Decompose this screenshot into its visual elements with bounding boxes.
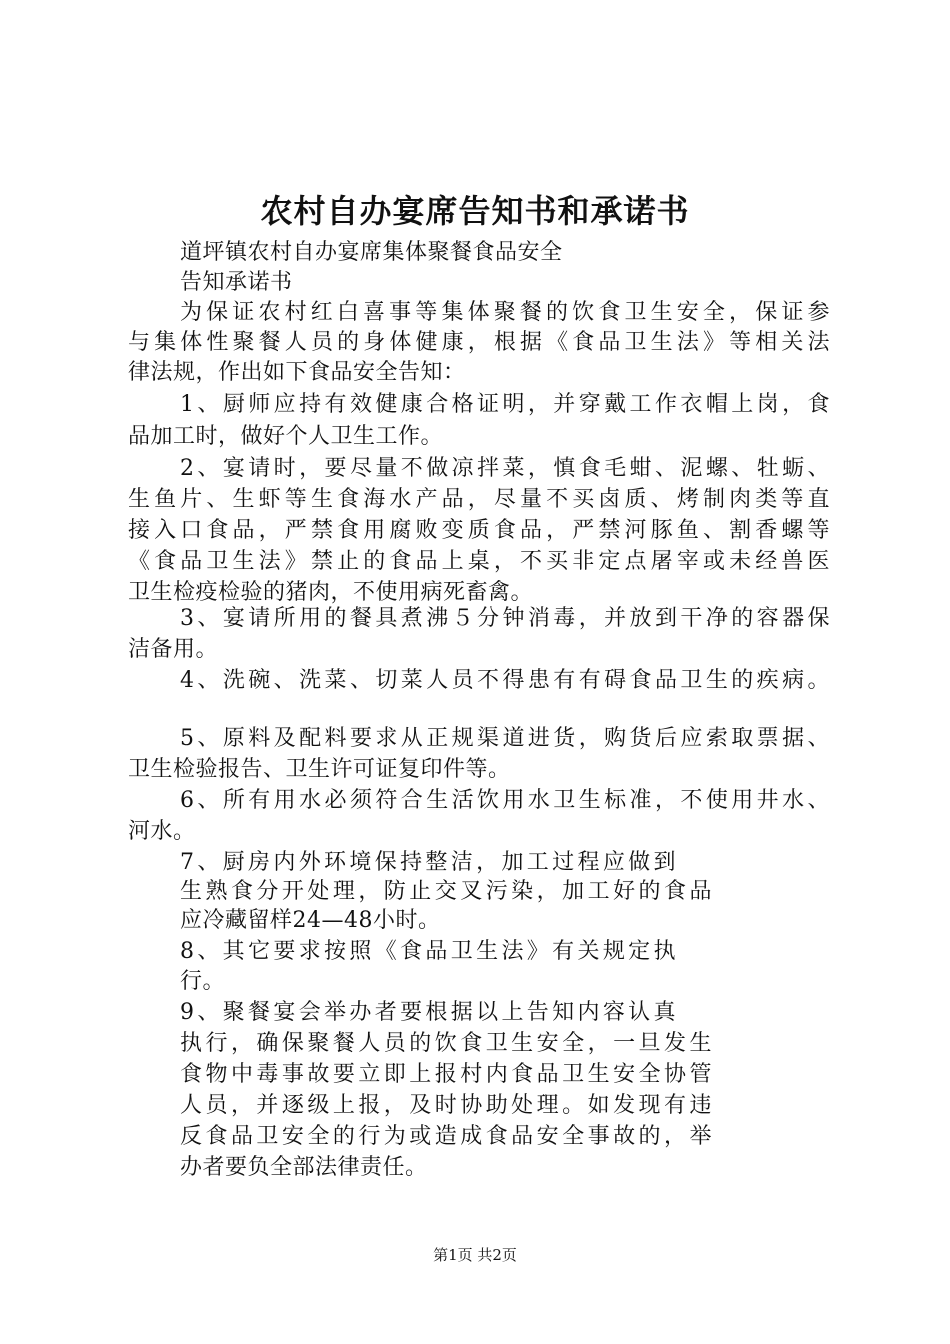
body-line: 1、厨师应持有效健康合格证明，并穿戴工作衣帽上岗，食 (180, 392, 830, 417)
body-line: 《食品卫生法》禁止的食品上桌，不买非定点屠宰或未经兽医 (128, 549, 830, 574)
body-line: 2、宴请时，要尽量不做凉拌菜，慎食毛蚶、泥螺、牡蛎、 (180, 456, 830, 481)
body-line: 为保证农村红白喜事等集体聚餐的饮食卫生安全，保证参 (180, 300, 830, 325)
body-line: 3、宴请所用的餐具煮沸５分钟消毒，并放到干净的容器保 (180, 606, 830, 631)
body-line: 8、其它要求按照《食品卫生法》有关规定执 (180, 939, 676, 964)
subtitle-line: 告知承诺书 (180, 270, 293, 295)
body-line: 6、所有用水必须符合生活饮用水卫生标准，不使用井水、 (180, 788, 830, 813)
body-line: 生鱼片、生虾等生食海水产品，尽量不买卤质、烤制肉类等直 (128, 487, 830, 512)
body-line: 食物中毒事故要立即上报村内食品卫生安全协管 (180, 1062, 712, 1087)
page-footer: 第1页 共2页 (433, 1246, 517, 1264)
body-line: 生熟食分开处理，防止交叉污染，加工好的食品 (180, 879, 712, 904)
body-line: 品加工时，做好个人卫生工作。 (128, 424, 444, 449)
body-line: 9、聚餐宴会举办者要根据以上告知内容认真 (180, 1000, 676, 1025)
subtitle-line: 道坪镇农村自办宴席集体聚餐食品安全 (180, 240, 563, 265)
body-line: 人员，并逐级上报，及时协助处理。如发现有违 (180, 1093, 712, 1118)
body-line: 律法规，作出如下食品安全告知： (128, 360, 466, 385)
body-line: 5、原料及配料要求从正规渠道进货，购货后应索取票据、 (180, 726, 830, 751)
body-line: 与集体性聚餐人员的身体健康，根据《食品卫生法》等相关法 (128, 330, 830, 355)
body-line: 行。 (180, 969, 226, 994)
body-line: 接入口食品，严禁食用腐败变质食品，严禁河豚鱼、割香螺等 (128, 518, 830, 543)
body-line: 执行，确保聚餐人员的饮食卫生安全，一旦发生 (180, 1031, 712, 1056)
body-line: 4、洗碗、洗菜、切菜人员不得患有有碍食品卫生的疾病。 (180, 668, 830, 693)
document-title: 农村自办宴席告知书和承诺书 (260, 192, 690, 230)
body-line: 反食品卫安全的行为或造成食品安全事故的，举 (180, 1124, 712, 1149)
body-line: 洁备用。 (128, 637, 219, 662)
body-line: 河水。 (128, 819, 196, 844)
body-line: 应冷藏留样24—48小时。 (180, 908, 441, 933)
body-line: 卫生检验报告、卫生许可证复印件等。 (128, 757, 511, 782)
body-line: 7、厨房内外环境保持整洁，加工过程应做到 (180, 850, 676, 875)
body-line: 办者要负全部法律责任。 (180, 1155, 428, 1180)
body-line: 卫生检疫检验的猪肉，不使用病死畜禽。 (128, 580, 534, 605)
